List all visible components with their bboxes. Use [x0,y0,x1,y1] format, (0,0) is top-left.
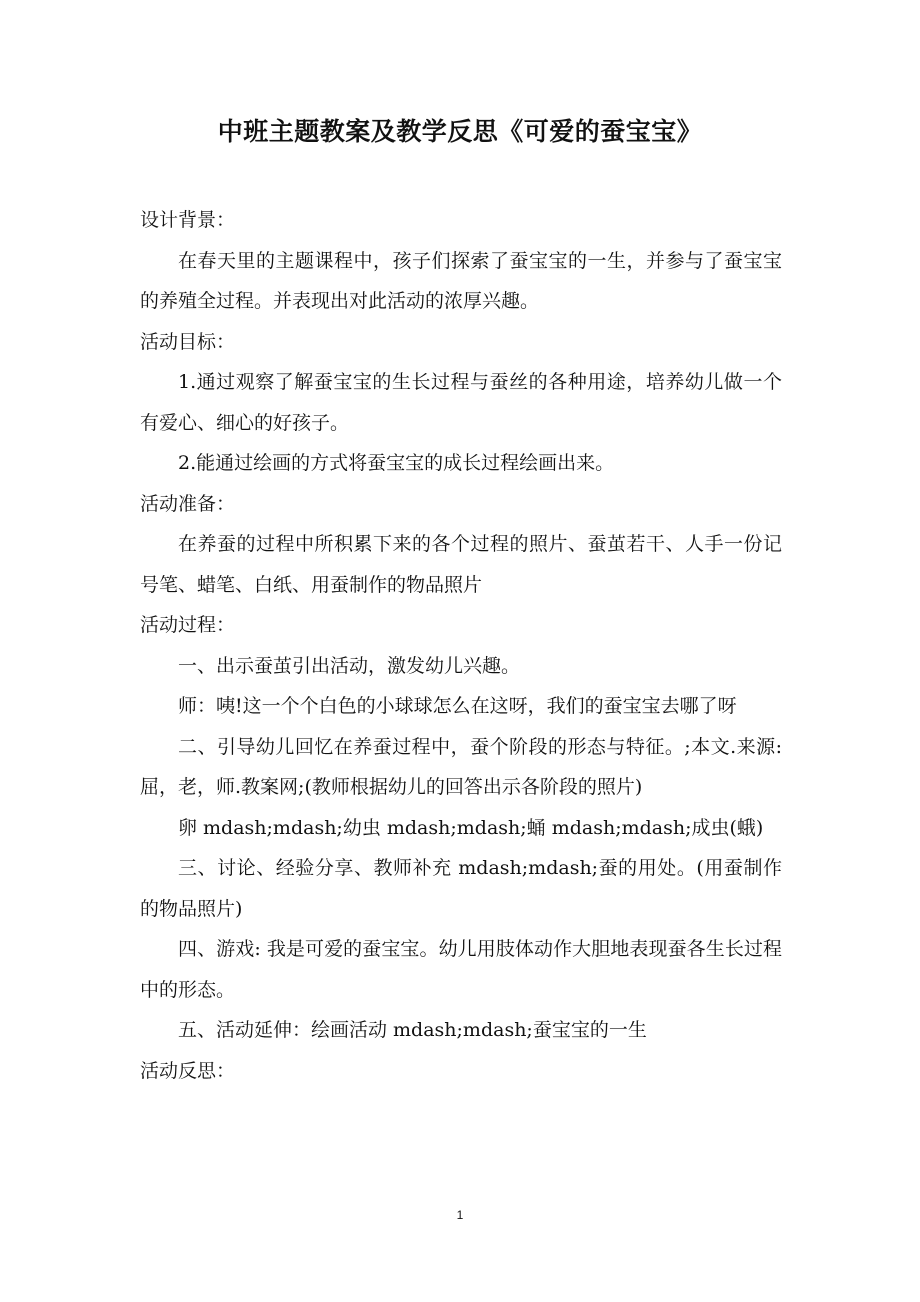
paragraph: 活动反思： [140,1059,236,1082]
paragraph: 师：咦!这一个个白色的小球球怎么在这呀，我们的蚕宝宝去哪了呀 [178,695,737,717]
paragraph: 在春天里的主题课程中，孩子们探索了蚕宝宝的一生，并参与了蚕宝宝的养殖全过程。并表现出对此活动的浓厚兴趣。 [140,249,782,312]
paragraph: 活动目标： [140,330,236,353]
paragraph: 四、游戏: 我是可爱的蚕宝宝。幼儿用肢体动作大胆地表现蚕各生长过程中的形态。 [140,938,782,1001]
document-body [140,200,782,1091]
paragraph: 二、引导幼儿回忆在养蚕过程中，蚕个阶段的形态与特征。;本文.来源: 屈，老，师.教案网;(教师根据幼儿的回答出示各阶段的照片) [140,735,782,798]
page-number: 1 [456,1208,464,1222]
paragraph: 活动过程： [140,614,236,636]
document-title: 中班主题教案及教学反思《可爱的蚕宝宝》 [217,117,703,146]
paragraph: 五、活动延伸：绘画活动 mdash;mdash;蚕宝宝的一生 [178,1019,647,1041]
paragraph: 三、讨论、经验分享、教师补充 mdash;mdash;蚕的用处。(用蚕制作的物品照片) [140,857,782,920]
paragraph: 设计背景： [140,209,236,231]
paragraph: 1.通过观察了解蚕宝宝的生长过程与蚕丝的各种用途，培养幼儿做一个有爱心、细心的好孩子。 [140,371,782,434]
paragraph: 一、出示蚕茧引出活动，激发幼儿兴趣。 [178,654,521,677]
paragraph: 卵 mdash;mdash;幼虫 mdash;mdash;蛹 mdash;mdash;成虫(蛾) [178,816,764,839]
paragraph: 活动准备： [140,492,236,515]
paragraph: 在养蚕的过程中所积累下来的各个过程的照片、蚕茧若干、人手一份记号笔、蜡笔、白纸、用蚕制作的物品照片 [140,533,782,596]
paragraph: 2.能通过绘画的方式将蚕宝宝的成长过程绘画出来。 [178,452,615,474]
